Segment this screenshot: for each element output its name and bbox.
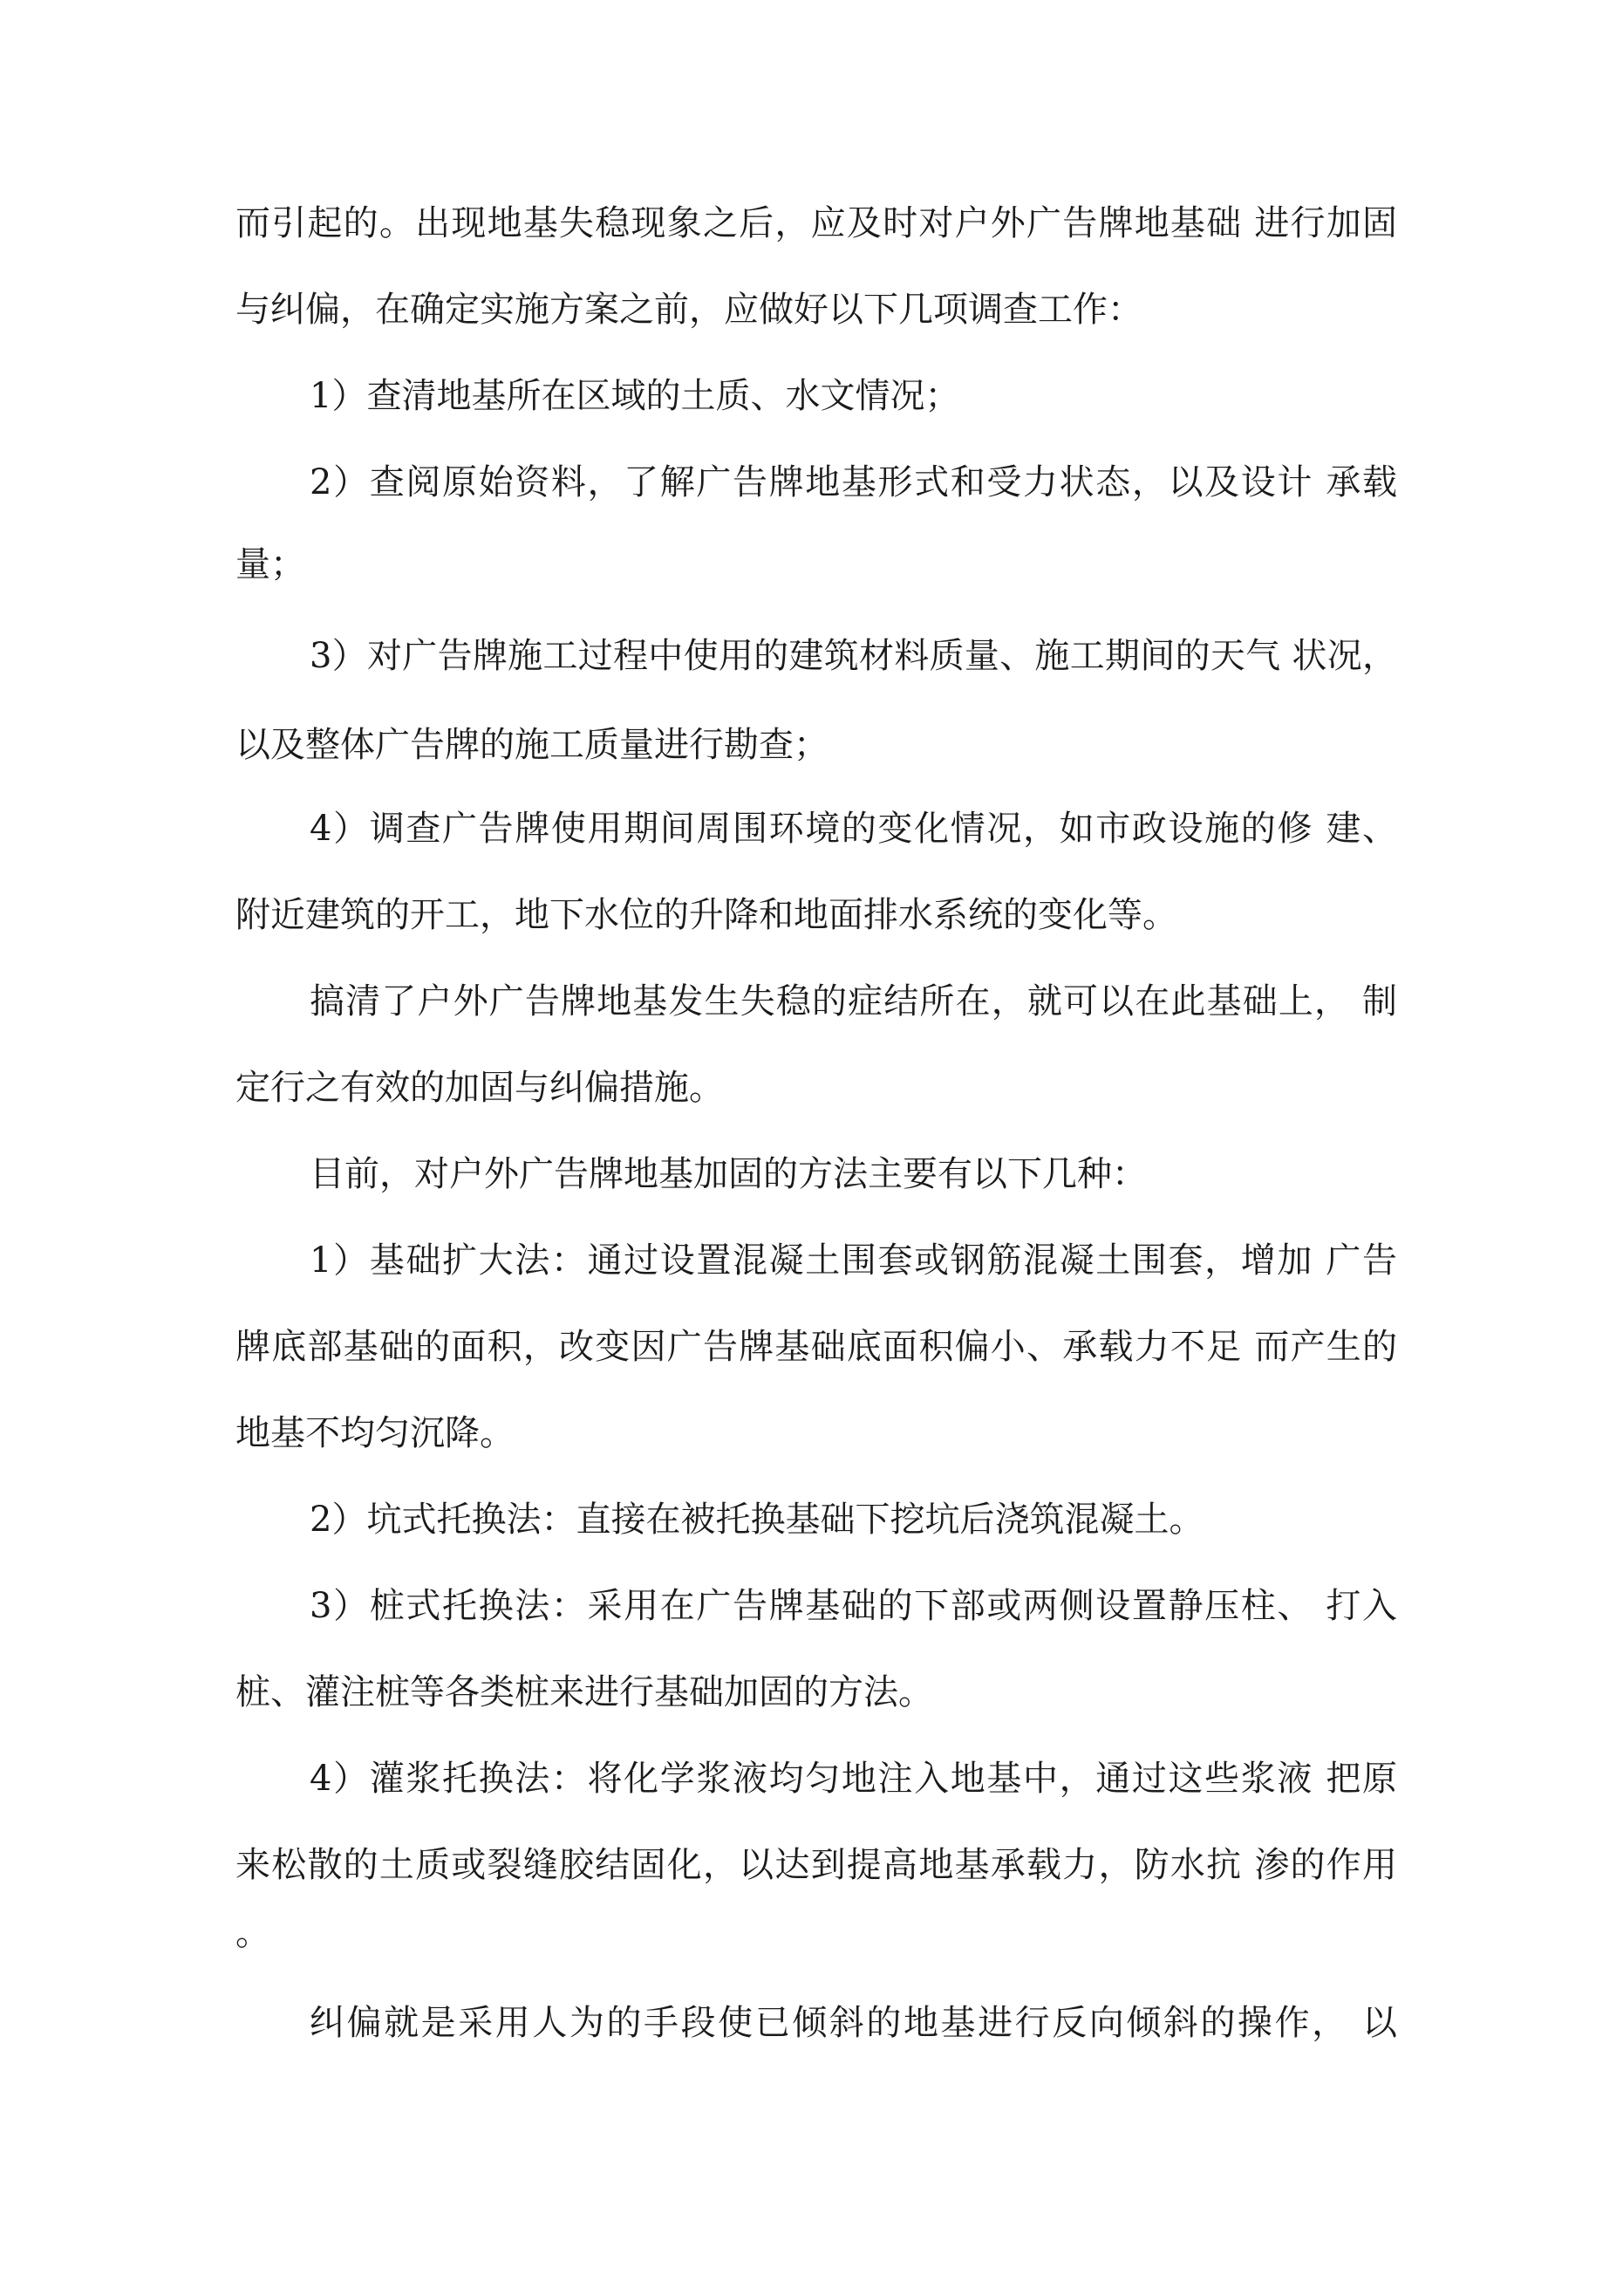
text-line: 4）调查广告牌使用期间周围环境的变化情况，如市政设施的修 建、 <box>310 809 1397 849</box>
text-line: 来松散的土质或裂缝胶结固化，以达到提高地基承载力，防水抗 渗的作用 <box>235 1845 1397 1885</box>
text-line: 与纠偏，在确定实施方案之前，应做好以下几项调查工作： <box>235 290 1142 330</box>
text-line: 定行之有效的加固与纠偏措施。 <box>235 1068 724 1108</box>
text-line: 牌底部基础的面积，改变因广告牌基础底面积偏小、承载力不足 而产生的 <box>235 1327 1397 1367</box>
text-line: 目前，对户外广告牌地基加固的方法主要有以下几种： <box>310 1154 1147 1194</box>
text-line: 搞清了户外广告牌地基发生失稳的症结所在，就可以在此基础上， 制 <box>310 981 1397 1022</box>
text-line: 。 <box>235 1913 270 1953</box>
text-line: 纠偏就是采用人为的手段使已倾斜的地基进行反向倾斜的操作， 以 <box>310 2003 1397 2043</box>
text-line: 2）查阅原始资料，了解广告牌地基形式和受力状态，以及设计 承载 <box>310 462 1397 502</box>
text-line: 4）灌浆托换法：将化学浆液均匀地注入地基中，通过这些浆液 把原 <box>310 1759 1397 1799</box>
text-line: 桩、灌注桩等各类桩来进行基础加固的方法。 <box>235 1672 933 1712</box>
text-line: 1）基础扩大法：通过设置混凝土围套或钢筋混凝土围套，增加 广告 <box>310 1240 1397 1281</box>
text-line: 而引起的。出现地基失稳现象之后，应及时对户外广告牌地基础 进行加固 <box>235 203 1397 243</box>
text-line: 附近建筑的开工，地下水位的升降和地面排水系统的变化等。 <box>235 895 1177 935</box>
text-line: 3）对广告牌施工过程中使用的建筑材料质量、施工期间的天气 状况， <box>310 636 1397 676</box>
text-line: 地基不均匀沉降。 <box>235 1413 515 1453</box>
text-line: 以及整体广告牌的施工质量进行勘查； <box>235 725 829 765</box>
text-line: 1）查清地基所在区域的土质、水文情况； <box>310 376 960 416</box>
text-line: 3）桩式托换法：采用在广告牌基础的下部或两侧设置静压柱、 打入 <box>310 1586 1397 1626</box>
text-line: 2）坑式托换法：直接在被托换基础下挖坑后浇筑混凝土。 <box>310 1500 1204 1540</box>
text-line: 量； <box>235 544 305 584</box>
